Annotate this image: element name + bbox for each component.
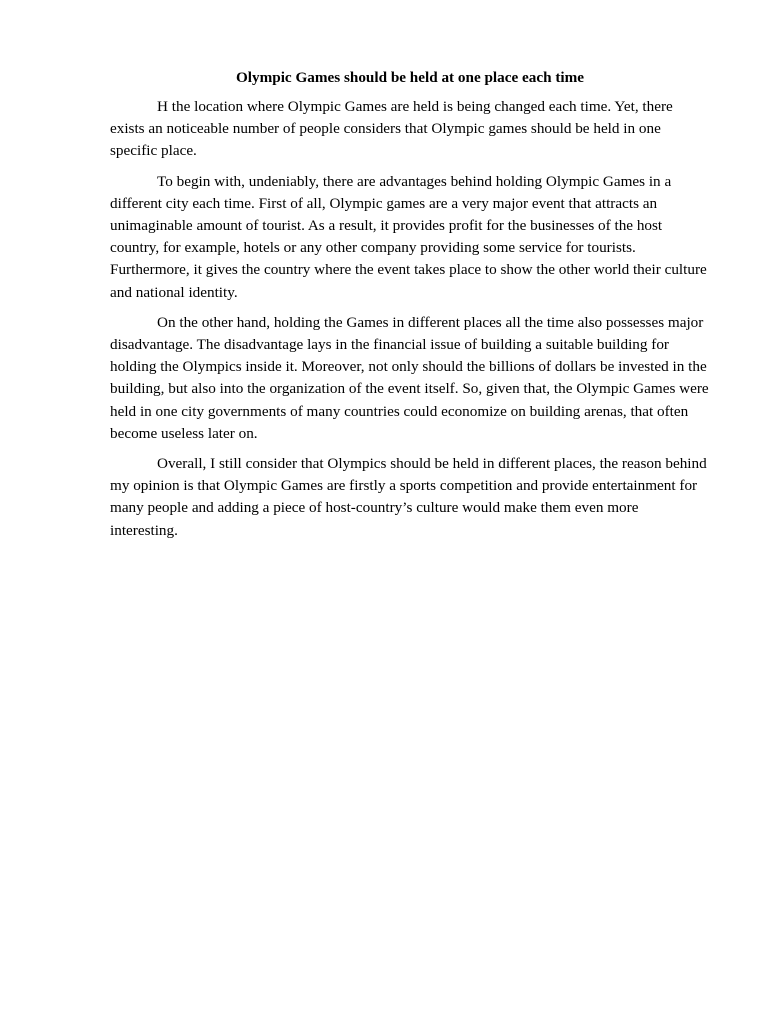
- paragraph-3: On the other hand, holding the Games in different places all the time also possesses major disadvantage. The disadvantage lays in the financial issue of building a suitable building for holding the Olympics inside it. Moreover, not only should the billions of dollars be invested in the building, but also into the organization of the event itself. So, given that, the Olympic Games were held in one city governments of many countries could economize on building arenas, that often become useless later on.: [110, 313, 709, 442]
- document-title: Olympic Games should be held at one place each time: [235, 69, 585, 86]
- document-body: [110, 67, 710, 550]
- paragraph-1: H the location where Olympic Games are held is being changed each time. Yet, there exists an noticeable number of people considers that Olympic games should be held in one specific place.: [110, 98, 673, 160]
- paragraph-2: To begin with, undeniably, there are advantages behind holding Olympic Games in a different city each time. First of all, Olympic games are a very major event that attracts an unimaginable amount of tourist. As a result, it provides profit for the businesses of the host country, for example, hotels or any other company providing some service for tourists. Furthermore, it gives the country where the event takes place to show the other world their culture and national identity.: [110, 172, 707, 301]
- paragraph-4: Overall, I still consider that Olympics should be held in different places, the reason behind my opinion is that Olympic Games are firstly a sports competition and provide entertainment for many people and adding a piece of host-country’s culture would make them even more interesting.: [110, 455, 707, 539]
